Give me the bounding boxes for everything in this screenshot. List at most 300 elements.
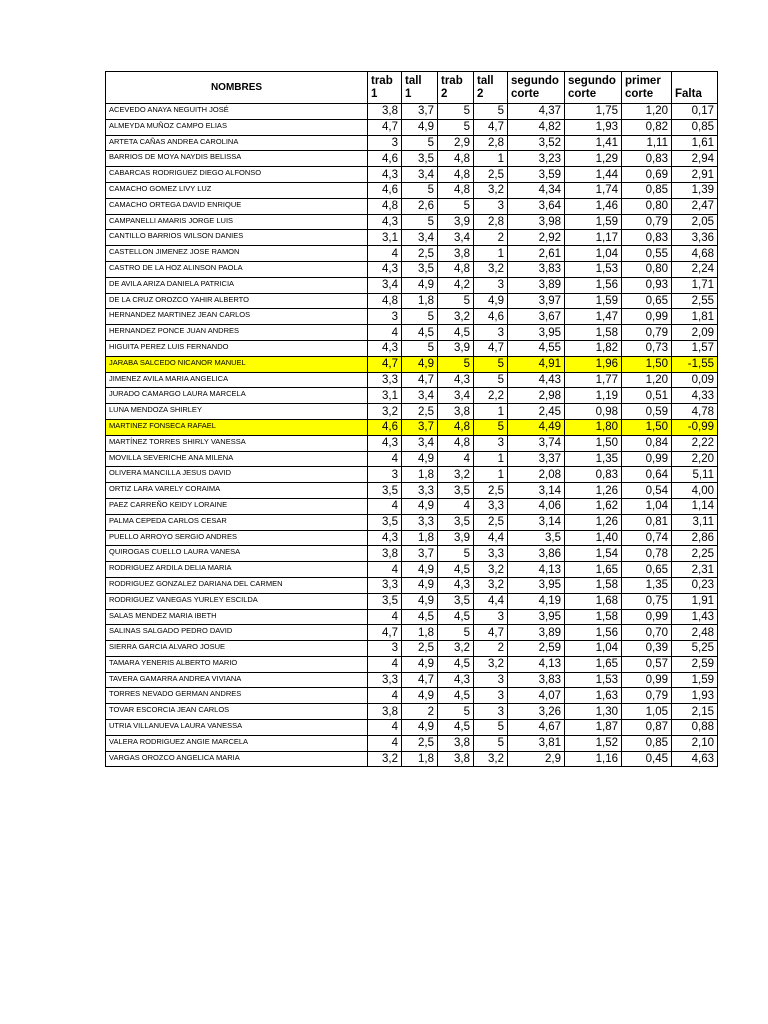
table-row [106,404,718,420]
grade-cell: 1,59 [565,293,622,309]
grade-cell: 4,7 [474,340,508,356]
grade-cell: 4,7 [402,672,438,688]
grade-cell: 0,81 [622,514,672,530]
grade-cell: 4,7 [368,356,402,372]
grade-cell: 0,79 [622,325,672,341]
grade-cell: 3,7 [402,546,438,562]
grade-cell: 1,8 [402,293,438,309]
grade-cell: 0,83 [622,151,672,167]
grade-cell: 4,9 [402,720,438,736]
table-row [106,198,718,214]
student-name: SALINAS SALGADO PEDRO DAVID [106,625,368,641]
student-name: PAEZ CARREÑO KEIDY LORAINE [106,498,368,514]
grade-cell: 1,20 [622,372,672,388]
grade-cell: 4,82 [508,119,565,135]
grade-cell: 4,8 [368,293,402,309]
grade-cell: 4,3 [438,372,474,388]
grade-cell: 2,94 [672,151,718,167]
header-segundo-corte-a: segundo corte [508,72,565,104]
grade-cell: 0,99 [622,609,672,625]
grade-cell: 3,8 [438,404,474,420]
grade-cell: 1,57 [672,340,718,356]
student-name: MOVILLA SEVERICHE ANA MILENA [106,451,368,467]
grade-cell: 4,3 [438,672,474,688]
grade-cell: 3,2 [474,751,508,767]
grade-cell: 3,23 [508,151,565,167]
grade-cell: 2,92 [508,230,565,246]
grade-cell: 3 [474,688,508,704]
grade-cell: 4,00 [672,483,718,499]
grade-cell: 3,14 [508,483,565,499]
grade-cell: 0,74 [622,530,672,546]
grade-cell: 1 [474,404,508,420]
grade-cell: 3,98 [508,214,565,230]
grade-cell: 4,55 [508,340,565,356]
student-name: RODRIGUEZ ARDILA DELIA MARIA [106,562,368,578]
grade-cell: 3,97 [508,293,565,309]
header-nombres: NOMBRES [106,72,368,104]
grade-cell: 3,3 [474,498,508,514]
table-row [106,577,718,593]
grade-cell: 2,47 [672,198,718,214]
grade-cell: 1,11 [622,135,672,151]
grade-cell: 1,39 [672,182,718,198]
grade-cell: 1,19 [565,388,622,404]
table-row [106,641,718,657]
student-name: TOVAR ESCORCIA JEAN CARLOS [106,704,368,720]
student-name: SIERRA GARCIA ALVARO JOSUE [106,641,368,657]
student-name: QUIROGAS CUELLO LAURA VANESA [106,546,368,562]
table-row [106,230,718,246]
student-name: RODRIGUEZ VANEGAS YURLEY ESCILDA [106,593,368,609]
grade-cell: 2,05 [672,214,718,230]
student-name: PALMA CEPEDA CARLOS CESAR [106,514,368,530]
grade-cell: 4,8 [438,151,474,167]
grade-cell: 5 [438,546,474,562]
student-name: HERNANDEZ MARTINEZ JEAN CARLOS [106,309,368,325]
grade-cell: 4,3 [368,530,402,546]
table-row [106,562,718,578]
grade-cell: 3,9 [438,340,474,356]
grade-cell: 1 [474,246,508,262]
grade-cell: 3,5 [402,261,438,277]
grade-cell: 3 [368,641,402,657]
grade-cell: 2,10 [672,735,718,751]
grade-cell: 3 [474,704,508,720]
table-row [106,104,718,120]
grade-cell: 2,5 [402,246,438,262]
grade-cell: 4,8 [438,261,474,277]
grade-cell: 4,4 [474,593,508,609]
grade-cell: 1,50 [622,419,672,435]
grade-cell: 1,8 [402,751,438,767]
grade-cell: 4,5 [402,325,438,341]
grade-cell: 2,98 [508,388,565,404]
table-row [106,735,718,751]
grade-cell: 0,83 [622,230,672,246]
grade-cell: 4,5 [402,609,438,625]
grade-cell: 4,3 [368,340,402,356]
grade-cell: 4,43 [508,372,565,388]
grade-cell: 3 [474,609,508,625]
table-row [106,419,718,435]
grade-cell: 1,50 [565,435,622,451]
student-name: CABARCAS RODRIGUEZ DIEGO ALFONSO [106,167,368,183]
grade-cell: 2,6 [402,198,438,214]
grade-cell: 5 [438,704,474,720]
student-name: VARGAS OROZCO ANGELICA MARIA [106,751,368,767]
grade-cell: 3,2 [438,309,474,325]
grade-cell: 1,91 [672,593,718,609]
grade-cell: 1,74 [565,182,622,198]
student-name: CASTELLON JIMENEZ JOSE RAMON [106,246,368,262]
grade-cell: 2,55 [672,293,718,309]
grade-cell: 4 [368,451,402,467]
grade-cell: 4,67 [508,720,565,736]
grade-cell: 4,8 [438,167,474,183]
grade-cell: 3,3 [474,546,508,562]
grade-cell: 3,14 [508,514,565,530]
student-name: DE LA CRUZ OROZCO YAHIR ALBERTO [106,293,368,309]
grade-cell: 1,65 [565,656,622,672]
grade-cell: 3,2 [368,404,402,420]
grade-cell: 5,11 [672,467,718,483]
grade-cell: 1,65 [565,562,622,578]
grade-cell: 0,93 [622,277,672,293]
grade-cell: 3,1 [368,230,402,246]
student-name: OLIVERA MANCILLA JESUS DAVID [106,467,368,483]
grade-cell: 5,25 [672,641,718,657]
grade-cell: 4,7 [368,119,402,135]
grade-cell: 3,52 [508,135,565,151]
student-name: SALAS MENDEZ MARIA IBETH [106,609,368,625]
grade-cell: 3,3 [368,672,402,688]
grade-cell: 4,3 [368,261,402,277]
grade-cell: 1,58 [565,577,622,593]
grade-cell: 3,64 [508,198,565,214]
grade-cell: 4,9 [402,277,438,293]
grade-cell: 3,95 [508,325,565,341]
grade-cell: 3,8 [438,751,474,767]
grade-cell: 5 [438,119,474,135]
student-name: PUELLO ARROYO SERGIO ANDRES [106,530,368,546]
table-row [106,151,718,167]
grade-cell: 3,89 [508,625,565,641]
grade-cell: 1,53 [565,261,622,277]
grade-cell: 2,8 [474,214,508,230]
grade-cell: 0,99 [622,309,672,325]
grade-cell: 2,5 [474,167,508,183]
grade-cell: 3,83 [508,672,565,688]
grade-cell: 2,22 [672,435,718,451]
grade-cell: 0,17 [672,104,718,120]
grade-cell: 3,36 [672,230,718,246]
grade-cell: 4,9 [402,656,438,672]
grade-cell: 3,67 [508,309,565,325]
table-row [106,325,718,341]
grade-cell: 0,85 [622,735,672,751]
table-row [106,261,718,277]
grade-cell: 1,68 [565,593,622,609]
student-name: ARTETA CAÑAS ANDREA CAROLINA [106,135,368,151]
grade-cell: 4,5 [438,688,474,704]
grade-cell: 4,37 [508,104,565,120]
grade-cell: 1,47 [565,309,622,325]
grade-cell: 1,54 [565,546,622,562]
grade-cell: 3,3 [402,514,438,530]
table-row [106,609,718,625]
grade-cell: 1,56 [565,625,622,641]
grade-cell: 3 [368,467,402,483]
grade-cell: 3,1 [368,388,402,404]
table-row [106,372,718,388]
grade-cell: 3,2 [474,182,508,198]
grade-cell: 1,8 [402,530,438,546]
grade-cell: 4 [368,562,402,578]
table-row [106,530,718,546]
grade-cell: 4 [368,325,402,341]
grade-cell: 5 [438,104,474,120]
grade-cell: 2,24 [672,261,718,277]
grade-cell: 3,8 [438,246,474,262]
grade-cell: 2 [402,704,438,720]
grade-cell: 4,3 [368,214,402,230]
student-name: HIGUITA PEREZ LUIS FERNANDO [106,340,368,356]
grade-cell: 0,82 [622,119,672,135]
student-name: TAMARA YENERIS ALBERTO MARIO [106,656,368,672]
grade-cell: 5 [438,198,474,214]
grade-cell: 2,5 [474,514,508,530]
grade-cell: 5 [438,356,474,372]
table-row [106,546,718,562]
grade-cell: 3,2 [474,261,508,277]
grade-cell: 3,59 [508,167,565,183]
grade-cell: 1 [474,467,508,483]
grade-cell: 0,64 [622,467,672,483]
grade-cell: -1,55 [672,356,718,372]
header-tall1: tall 1 [402,72,438,104]
grade-cell: 3,3 [368,372,402,388]
grade-cell: 3,4 [438,388,474,404]
grade-cell: 1 [474,151,508,167]
grade-cell: 4,68 [672,246,718,262]
grade-cell: 3,4 [402,435,438,451]
grade-cell: 4,9 [402,451,438,467]
grade-cell: 1,62 [565,498,622,514]
grade-cell: 2,08 [508,467,565,483]
grade-cell: 3,2 [474,656,508,672]
grade-cell: 1,35 [622,577,672,593]
grade-cell: 0,80 [622,261,672,277]
table-row [106,435,718,451]
grade-cell: 1,96 [565,356,622,372]
grade-cell: 0,23 [672,577,718,593]
grade-cell: 1,16 [565,751,622,767]
grade-cell: 3,5 [402,151,438,167]
grade-cell: 1,59 [672,672,718,688]
grade-cell: 5 [474,720,508,736]
table-row [106,593,718,609]
grade-cell: 3,4 [402,167,438,183]
grade-cell: 3 [474,277,508,293]
grade-cell: 1,26 [565,483,622,499]
grade-cell: 3,95 [508,609,565,625]
grade-cell: 4,3 [368,435,402,451]
grade-cell: 1,50 [622,356,672,372]
grade-cell: 2,8 [474,135,508,151]
grade-cell: 4,78 [672,404,718,420]
table-row [106,467,718,483]
grade-cell: 1,8 [402,467,438,483]
grade-cell: 4 [368,720,402,736]
grade-cell: 0,09 [672,372,718,388]
grade-cell: 3,2 [474,577,508,593]
grade-cell: 4,91 [508,356,565,372]
grade-cell: 4 [368,246,402,262]
grade-cell: 0,99 [622,672,672,688]
grade-cell: 5 [402,309,438,325]
grade-cell: 0,98 [565,404,622,420]
grade-cell: 0,87 [622,720,672,736]
table-row [106,656,718,672]
grade-cell: 1,04 [565,641,622,657]
grade-cell: 2,86 [672,530,718,546]
grade-cell: 4 [368,609,402,625]
grade-cell: 3,3 [402,483,438,499]
grade-cell: 1,58 [565,609,622,625]
grade-cell: 4,13 [508,656,565,672]
table-row [106,356,718,372]
grade-cell: 3,7 [402,419,438,435]
grade-cell: 1,61 [672,135,718,151]
student-name: MARTÍNEZ TORRES SHIRLY VANESSA [106,435,368,451]
header-trab2: trab 2 [438,72,474,104]
student-name: CAMACHO ORTEGA DAVID ENRIQUE [106,198,368,214]
grade-cell: 3 [368,135,402,151]
grade-cell: 3,9 [438,214,474,230]
grade-cell: 1,35 [565,451,622,467]
grade-cell: 4,3 [438,577,474,593]
grades-body [106,104,718,767]
grade-cell: 4,5 [438,325,474,341]
student-name: CASTRO DE LA HOZ ALINSON PAOLA [106,261,368,277]
grade-cell: 4,49 [508,419,565,435]
grade-cell: 2,9 [438,135,474,151]
grade-cell: 4 [368,735,402,751]
student-name: RODRIGUEZ GONZALEZ DARIANA DEL CARMEN [106,577,368,593]
table-row [106,167,718,183]
grade-cell: 4,5 [438,720,474,736]
grade-cell: 2,09 [672,325,718,341]
grade-cell: 3,3 [368,577,402,593]
grade-cell: 1,56 [565,277,622,293]
grade-cell: 3,5 [438,593,474,609]
grade-cell: 0,55 [622,246,672,262]
table-row [106,688,718,704]
grade-cell: 4,9 [474,293,508,309]
grade-cell: 2 [474,641,508,657]
grade-cell: 3,7 [402,104,438,120]
grade-cell: 4,06 [508,498,565,514]
grade-cell: 1,40 [565,530,622,546]
grade-cell: 4,19 [508,593,565,609]
grade-cell: 3,4 [402,388,438,404]
header-falta: Falta [672,72,718,104]
grade-cell: 4,8 [438,435,474,451]
table-row [106,135,718,151]
grade-cell: 3,9 [438,530,474,546]
student-name: VALERA RODRIGUEZ ANGIE MARCELA [106,735,368,751]
grade-cell: 4,33 [672,388,718,404]
grade-cell: 3,4 [402,230,438,246]
table-row [106,119,718,135]
grade-cell: 3,26 [508,704,565,720]
grade-cell: 1,80 [565,419,622,435]
table-row [106,214,718,230]
grade-cell: 0,84 [622,435,672,451]
grade-cell: 0,79 [622,688,672,704]
grade-cell: 0,54 [622,483,672,499]
grade-cell: 3,8 [438,735,474,751]
grade-cell: 4 [368,498,402,514]
student-name: JIMENEZ AVILA MARIA ANGELICA [106,372,368,388]
table-row [106,182,718,198]
table-row [106,388,718,404]
grade-cell: 3,74 [508,435,565,451]
table-row [106,751,718,767]
grade-cell: 2,15 [672,704,718,720]
student-name: UTRIA VILLANUEVA LAURA VANESSA [106,720,368,736]
grade-cell: 3,5 [368,593,402,609]
grade-cell: 3,2 [438,467,474,483]
grade-cell: 2,45 [508,404,565,420]
student-name: ALMEYDA MUÑOZ CAMPO ELIAS [106,119,368,135]
grade-cell: 1,43 [672,609,718,625]
grade-cell: 1,93 [672,688,718,704]
grade-cell: 0,99 [622,451,672,467]
grade-cell: 2,91 [672,167,718,183]
grade-cell: 4,9 [402,562,438,578]
grade-cell: 1,17 [565,230,622,246]
grade-cell: 0,73 [622,340,672,356]
grade-cell: 1,05 [622,704,672,720]
header-primer-corte: primer corte [622,72,672,104]
grade-cell: 3,4 [368,277,402,293]
grade-cell: 5 [474,735,508,751]
grade-cell: 0,85 [672,119,718,135]
student-name: JURADO CAMARGO LAURA MARCELA [106,388,368,404]
student-name: CAMPANELLI AMARIS JORGE LUIS [106,214,368,230]
table-row [106,720,718,736]
table-row [106,293,718,309]
grade-cell: 4,6 [368,151,402,167]
grade-cell: 2,61 [508,246,565,262]
grade-cell: 4,6 [368,419,402,435]
grade-cell: 4,9 [402,593,438,609]
table-row [106,498,718,514]
grade-cell: 1,58 [565,325,622,341]
grade-cell: 4,13 [508,562,565,578]
grade-cell: 1,44 [565,167,622,183]
student-name: DE AVILA ARIZA DANIELA PATRICIA [106,277,368,293]
grade-cell: 5 [402,214,438,230]
grade-cell: 0,65 [622,562,672,578]
grade-cell: 0,59 [622,404,672,420]
student-name: ORTIZ LARA VARELY CORAIMA [106,483,368,499]
grades-table [105,71,718,767]
grade-cell: 3,81 [508,735,565,751]
table-row [106,514,718,530]
